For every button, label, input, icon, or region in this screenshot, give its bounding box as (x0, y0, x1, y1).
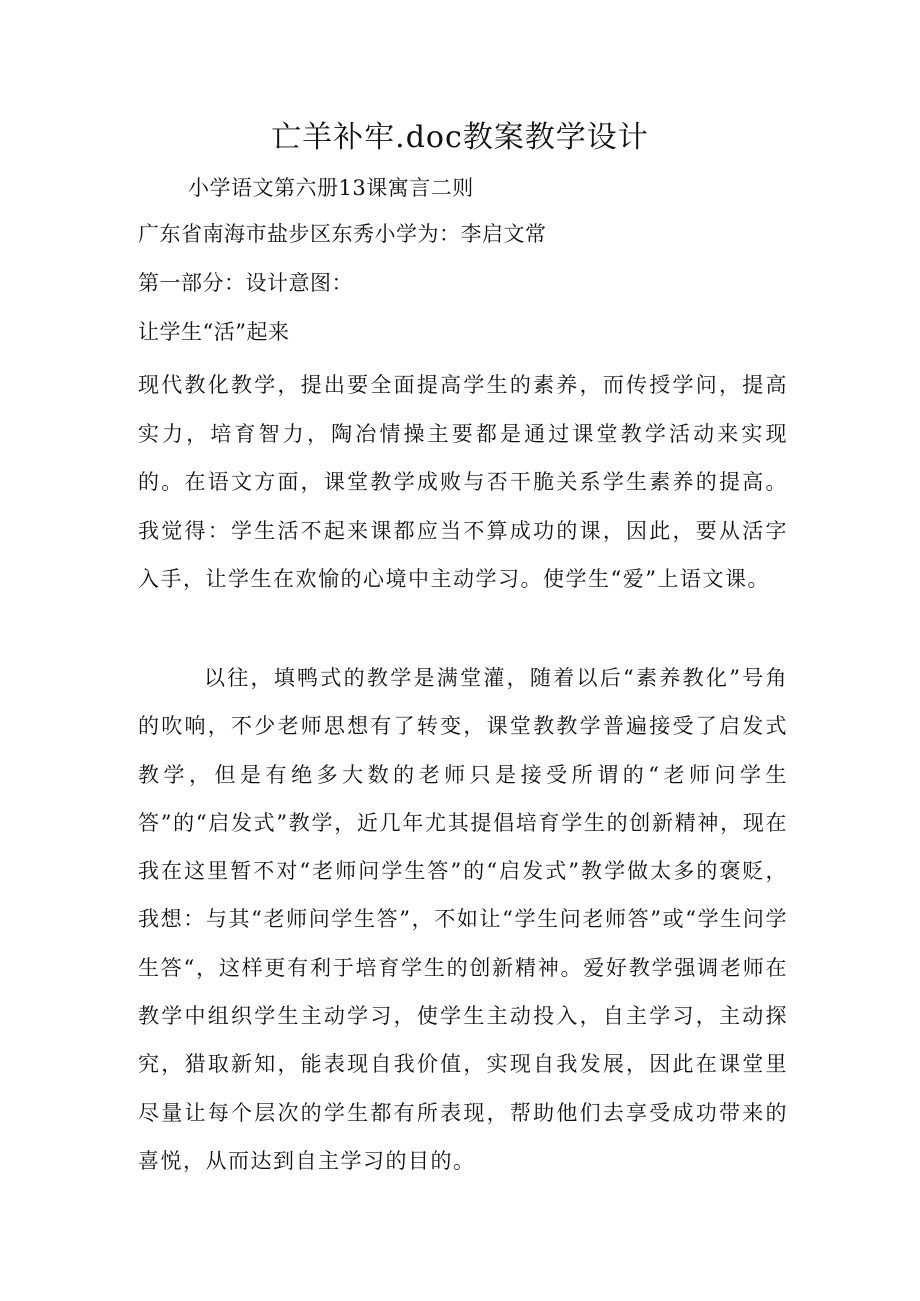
document-title: 亡羊补牢.doc教案教学设计 (271, 120, 649, 155)
body-paragraph-2: 以往，填鸭式的教学是满堂灌，随着以后“素养教化”号角的吹响，不少老师思想有了转变，课堂教教学普遍接受了启发式教学，但是有绝多大数的老师只是接受所谓的“老师问学生答”的“启发式”教学，近几年尤其提倡培育学生的创新精神，现在我在这里暂不对“老师问学生答”的“启发式”教学做太多的褒贬，我想：与其“老师问学生答”，不如让“学生问老师答”或“学生问学生答“，这样更有利于培育学生的创新精神。爱好教学强调老师在教学中组织学生主动学习，使学生主动投入，自主学习，主动探究，猎取新知，能表现自我价值，实现自我发展，因此在课堂里尽量让每个层次的学生都有所表现，帮助他们去享受成功带来的喜悦，从而达到自主学习的目的。 (138, 666, 788, 1173)
section-heading: 让学生“活”起来 (138, 320, 290, 344)
lesson-subtitle: 小学语文第六册13课寓言二则 (188, 176, 474, 200)
body-paragraph-1: 现代教化教学，提出要全面提高学生的素养，而传授学问，提高实力，培育智力，陶冶情操主要都是通过课堂教学活动来实现的。在语文方面，课堂教学成败与否干脆关系学生素养的提高。我觉得：学生活不起来课都应当不算成功的课，因此，要从活字入手，让学生在欢愉的心境中主动学习。使学生“爱”上语文课。 (138, 373, 788, 592)
part-heading: 第一部分：设计意图： (138, 271, 353, 295)
author-school-line: 广东省南海市盐步区东秀小学为：李启文常 (138, 222, 547, 246)
